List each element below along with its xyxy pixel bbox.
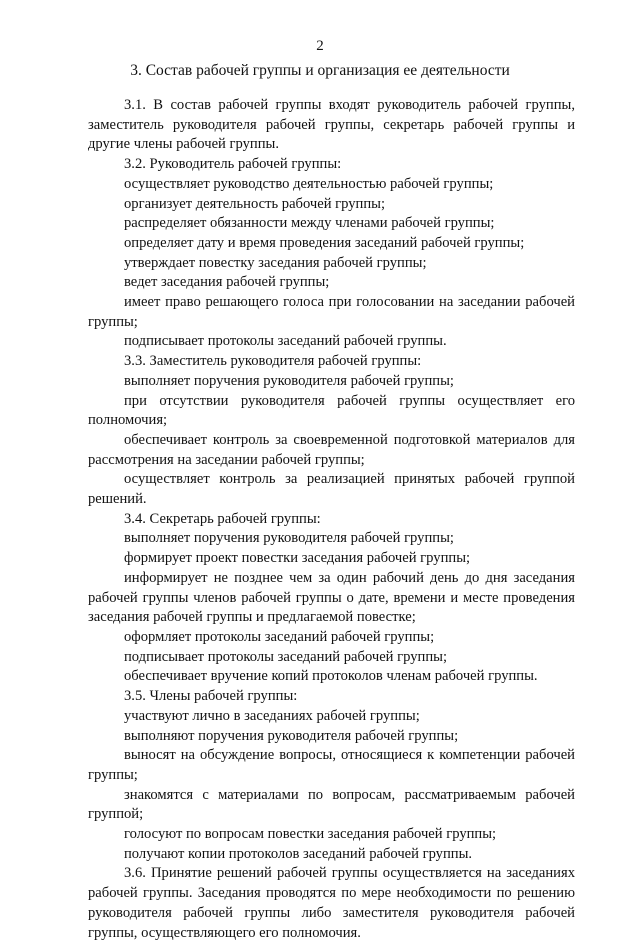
list-item: подписывает протоколы заседаний рабочей группы;: [124, 648, 447, 665]
list-item: выполняет поручения руководителя рабочей группы;: [124, 530, 454, 547]
paragraph: 3.6. Принятие решений рабочей группы осуществляется на заседаниях рабочей группы. Заседания проводятся по мере необходимости по решению руководителя рабочей группы либо заместителя руководителя рабочей группы, осуществляющего его полномочия.: [88, 865, 575, 941]
list-item: подписывает протоколы заседаний рабочей группы.: [124, 333, 447, 350]
list-item: осуществляет руководство деятельностью рабочей группы;: [124, 175, 494, 192]
subsection-heading: 3.5. Члены рабочей группы:: [124, 688, 298, 705]
list-item: голосуют по вопросам повестки заседания рабочей группы;: [124, 826, 497, 843]
list-item: осуществляет контроль за реализацией принятых рабочей группой решений.: [88, 471, 575, 508]
list-item: получают копии протоколов заседаний рабочей группы.: [124, 845, 473, 862]
section-title: 3. Состав рабочей группы и организация ее деятельности: [130, 62, 510, 79]
list-item: утверждает повестку заседания рабочей группы;: [124, 254, 427, 271]
list-item: определяет дату и время проведения заседаний рабочей группы;: [124, 234, 525, 251]
list-item: оформляет протоколы заседаний рабочей группы;: [124, 628, 435, 645]
subsection-heading: 3.3. Заместитель руководителя рабочей группы:: [124, 353, 422, 370]
list-item: распределяет обязанности между членами рабочей группы;: [124, 215, 495, 232]
list-item: знакомятся с материалами по вопросам, рассматриваемым рабочей группой;: [88, 786, 575, 823]
list-item: участвуют лично в заседаниях рабочей группы;: [124, 707, 420, 724]
list-item: выносят на обсуждение вопросы, относящиеся к компетенции рабочей группы;: [88, 747, 575, 783]
list-item: обеспечивает вручение копий протоколов членам рабочей группы.: [124, 668, 538, 685]
list-item: обеспечивает контроль за своевременной подготовкой материалов для рассмотрения на заседании рабочей группы;: [88, 431, 575, 468]
paragraph: 3.1. В состав рабочей группы входят руководитель рабочей группы, заместитель руководителя рабочей группы, секретарь рабочей группы и другие члены рабочей группы.: [88, 97, 575, 153]
list-item: при отсутствии руководителя рабочей группы осуществляет его полномочия;: [88, 392, 575, 429]
list-item: формирует проект повестки заседания рабочей группы;: [124, 550, 471, 567]
list-item: организует деятельность рабочей группы;: [124, 195, 386, 212]
list-item: ведет заседания рабочей группы;: [124, 274, 330, 291]
list-item: выполняют поручения руководителя рабочей группы;: [124, 727, 459, 744]
subsection-heading: 3.4. Секретарь рабочей группы:: [124, 510, 321, 527]
list-item: информирует не позднее чем за один рабочий день до дня заседания рабочей группы членов рабочей группы о дате, времени и месте проведения заседания рабочей группы и предлагаемой повестке;: [88, 569, 575, 626]
document-body: [88, 96, 575, 943]
page-number: 2: [316, 38, 324, 54]
list-item: имеет право решающего голоса при голосовании на заседании рабочей группы;: [88, 294, 575, 330]
subsection-heading: 3.2. Руководитель рабочей группы:: [124, 156, 342, 173]
list-item: выполняет поручения руководителя рабочей группы;: [124, 372, 454, 389]
